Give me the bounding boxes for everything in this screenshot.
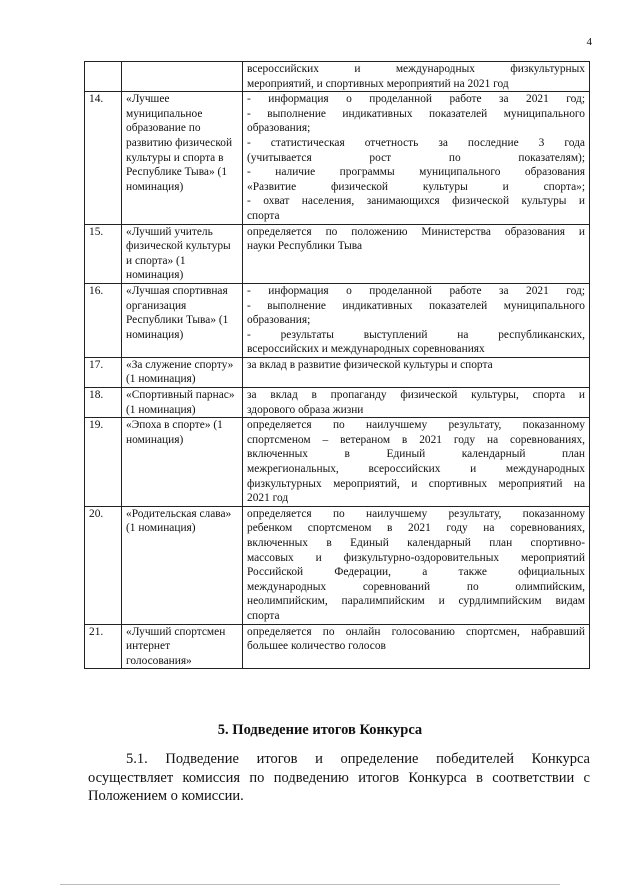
- section-paragraph: [88, 750, 590, 806]
- table-row: [85, 418, 590, 507]
- nomination-criteria: [243, 388, 590, 418]
- section-paragraph-text: 5.1. Подведение итогов и определение победителей Конкурса осуществляет комиссия по подведению итогов Конкурса в соответствии с Положением о комиссии.: [88, 751, 590, 804]
- row-number: 15.: [85, 224, 122, 283]
- criteria-line: - информация о проделанной работе за 2021 год;: [247, 284, 585, 297]
- row-number: [85, 62, 122, 92]
- nomination-criteria: [243, 92, 590, 224]
- row-number: 14.: [85, 92, 122, 224]
- table-row: [85, 388, 590, 418]
- nominations-table: [84, 61, 590, 669]
- criteria-line: образования;: [247, 314, 311, 327]
- criteria-line: науки Республики Тыва: [247, 240, 363, 253]
- nomination-criteria: [243, 506, 590, 624]
- criteria-line: международных соревнований по олимпийским,: [247, 580, 585, 593]
- criteria-line: межрегиональных, всероссийских и международных: [247, 463, 585, 476]
- criteria-line: всероссийских и международных физкультурных: [247, 63, 585, 75]
- section-heading: 5. Подведение итогов Конкурса: [217, 722, 423, 738]
- criteria-line: включенных в Единый календарный план: [247, 448, 585, 461]
- criteria-line: здорового образа жизни: [247, 403, 364, 416]
- criteria-line: за вклад в развитие физической культуры и спорта: [247, 358, 493, 371]
- criteria-line: массовых и физкультурно-оздоровительных мероприятий: [247, 551, 585, 564]
- criteria-line: всероссийских и международных соревнованиях: [247, 343, 485, 356]
- criteria-line: - информация о проделанной работе за 2021 год;: [247, 93, 585, 106]
- criteria-line: Российской Федерации, а также официальных: [247, 566, 585, 579]
- criteria-line: спортсменом – ветераном в 2021 году на соревнованиях,: [247, 433, 585, 446]
- table-row: [85, 92, 590, 224]
- criteria-line: определяется по наилучшему результату, показанному: [247, 507, 585, 520]
- row-number: 16.: [85, 283, 122, 357]
- page-bottom-rule: [60, 884, 560, 885]
- nomination-criteria: [243, 224, 590, 283]
- table-row: [85, 224, 590, 283]
- nomination-name: «Эпоха в спорте» (1 номинация): [122, 418, 243, 507]
- criteria-line: - наличие программы муниципального образования: [247, 166, 585, 179]
- criteria-line: определяется по положению Министерства образования и: [247, 225, 585, 238]
- nomination-criteria: [243, 283, 590, 357]
- nomination-name: «Лучшая спортивная организация Республики Тыва» (1 номинация): [122, 283, 243, 357]
- nomination-name: «Родительская слава» (1 номинация): [122, 506, 243, 624]
- table-row: [85, 283, 590, 357]
- criteria-line: - статистическая отчетность за последние 3 года: [247, 136, 585, 149]
- table-row-continuation: [85, 62, 590, 92]
- criteria-line: (учитывается рост по показателям);: [247, 151, 585, 164]
- table-row: [85, 624, 590, 669]
- criteria-line: включенных в Единый календарный план спортивно-: [247, 537, 585, 549]
- criteria-line: большее количество голосов: [247, 640, 386, 653]
- criteria-line: ребенком спортсменом в 2021 году на соревнованиях,: [247, 522, 585, 535]
- criteria-line: образования;: [247, 122, 311, 135]
- nomination-name: «Лучший спортсмен интернет голосования»: [122, 624, 243, 669]
- criteria-line: спорта: [247, 209, 280, 222]
- criteria-line: - выполнение индикативных показателей муниципального: [247, 107, 585, 120]
- criteria-line: определяется по наилучшему результату, показанному: [247, 419, 585, 432]
- row-number: 20.: [85, 506, 122, 624]
- page-number: 4: [586, 36, 592, 48]
- criteria-line: - охват населения, занимающихся физической культуры и: [247, 195, 585, 208]
- nomination-name: [122, 62, 243, 92]
- criteria-line: мероприятий, и спортивных мероприятий на 2021 год: [247, 77, 509, 90]
- nomination-criteria: [243, 62, 590, 92]
- criteria-line: - результаты выступлений на республиканских,: [247, 328, 585, 341]
- criteria-line: неолимпийским, паралимпийским и сурдлимпийским видам: [247, 595, 585, 608]
- nomination-name: «Лучшее муниципальное образование по развитию физической культуры и спорта в Республике Тыва» (1 номинация): [122, 92, 243, 224]
- row-number: 18.: [85, 388, 122, 418]
- table-row: [85, 357, 590, 387]
- nomination-name: «Лучший учитель физической культуры и спорта» (1 номинация): [122, 224, 243, 283]
- nomination-criteria: [243, 418, 590, 507]
- table-row: [85, 506, 590, 624]
- row-number: 17.: [85, 357, 122, 387]
- nomination-name: «За служение спорту» (1 номинация): [122, 357, 243, 387]
- criteria-line: физкультурных мероприятий, и спортивных мероприятий на: [247, 477, 585, 490]
- nominations-table-body: [85, 62, 590, 669]
- criteria-line: определяется по онлайн голосованию спортсмен, набравший: [247, 625, 585, 638]
- criteria-line: 2021 год: [247, 492, 289, 505]
- criteria-line: «Развитие физической культуры и спорта»;: [247, 180, 585, 193]
- nomination-criteria: [243, 624, 590, 669]
- criteria-line: за вклад в пропаганду физической культуры, спорта и: [247, 389, 585, 402]
- criteria-line: - выполнение индикативных показателей муниципального: [247, 299, 585, 312]
- criteria-line: спорта: [247, 609, 280, 622]
- nomination-name: «Спортивный парнас» (1 номинация): [122, 388, 243, 418]
- nomination-criteria: [243, 357, 590, 387]
- row-number: 19.: [85, 418, 122, 507]
- row-number: 21.: [85, 624, 122, 669]
